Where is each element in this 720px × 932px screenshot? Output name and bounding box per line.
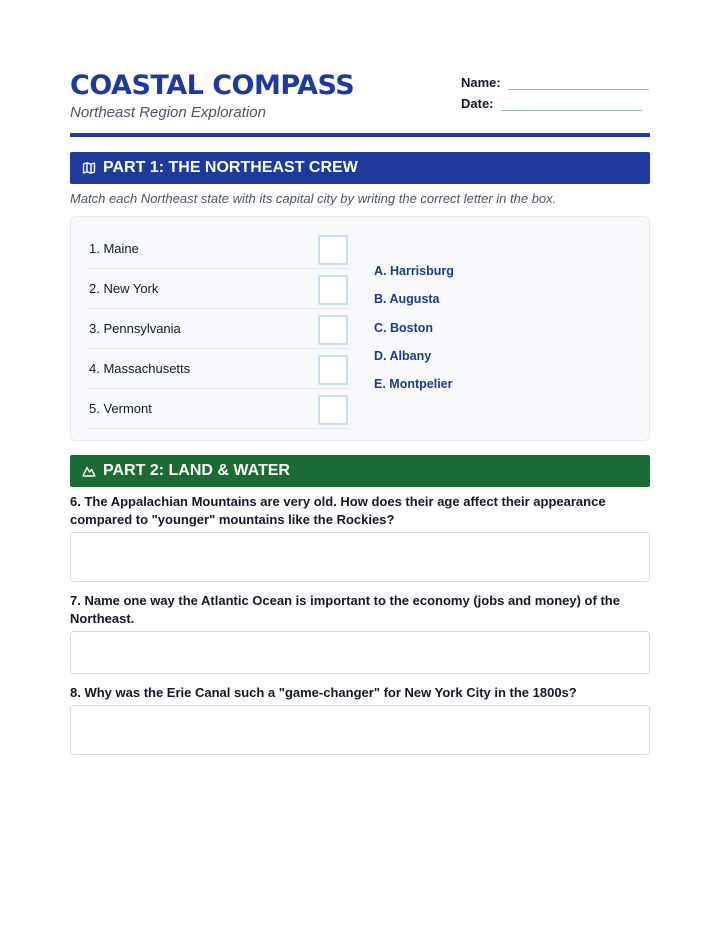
name-field-row: [461, 70, 649, 90]
state-label: 3. Pennsylvania: [89, 321, 181, 336]
capital-option: A. Harrisburg: [374, 264, 454, 278]
part1-heading: PART 1: THE NORTHEAST CREW: [103, 159, 358, 176]
part1-instructions: Match each Northeast state with its capital city by writing the correct letter in the box.: [70, 191, 557, 206]
name-label: Name:: [461, 75, 501, 90]
state-row: [87, 389, 351, 429]
matching-panel: [70, 216, 650, 441]
capital-option: C. Boston: [374, 320, 434, 335]
map-icon: [82, 161, 96, 175]
header-divider: [70, 133, 650, 137]
state-row: [87, 349, 351, 389]
answer-area-6[interactable]: [70, 532, 650, 582]
worksheet-title: COASTAL COMPASS: [70, 70, 355, 101]
state-label: 5. Vermont: [89, 401, 152, 416]
answer-box[interactable]: [318, 275, 348, 305]
state-label: 1. Maine: [89, 241, 139, 256]
date-field-row: [461, 91, 642, 111]
capital-list: [374, 264, 454, 405]
question-6: 6. The Appalachian Mountains are very old. How does their age affect their appearance compared to "younger" mountains like the Rockies?: [70, 494, 606, 527]
capital-option: D. Albany: [374, 348, 432, 363]
answer-box[interactable]: [318, 235, 348, 265]
part2-banner: [70, 455, 650, 487]
part2-heading: PART 2: LAND & WATER: [103, 462, 290, 479]
capital-option: B. Augusta: [374, 292, 440, 307]
name-line[interactable]: [508, 73, 649, 90]
mountain-icon: [82, 464, 96, 478]
state-label: 4. Massachusetts: [89, 361, 191, 376]
state-list: [87, 229, 351, 429]
question-7: 7. Name one way the Atlantic Ocean is important to the economy (jobs and money) of the Northeast.: [70, 593, 620, 626]
answer-box[interactable]: [318, 355, 348, 385]
part1-banner: [70, 152, 650, 184]
state-row: [87, 269, 351, 309]
question-8: 8. Why was the Erie Canal such a "game-changer" for New York City in the 1800s?: [70, 685, 577, 700]
state-row: [87, 229, 351, 269]
answer-box[interactable]: [318, 395, 348, 425]
worksheet-header: [70, 68, 650, 138]
capital-option: E. Montpelier: [374, 377, 453, 392]
worksheet-subtitle: Northeast Region Exploration: [70, 104, 266, 121]
answer-area-7[interactable]: [70, 631, 650, 674]
state-row: [87, 309, 351, 349]
state-label: 2. New York: [89, 281, 159, 296]
date-line[interactable]: [501, 94, 642, 111]
date-label: Date:: [461, 96, 494, 111]
answer-box[interactable]: [318, 315, 348, 345]
answer-area-8[interactable]: [70, 705, 650, 755]
